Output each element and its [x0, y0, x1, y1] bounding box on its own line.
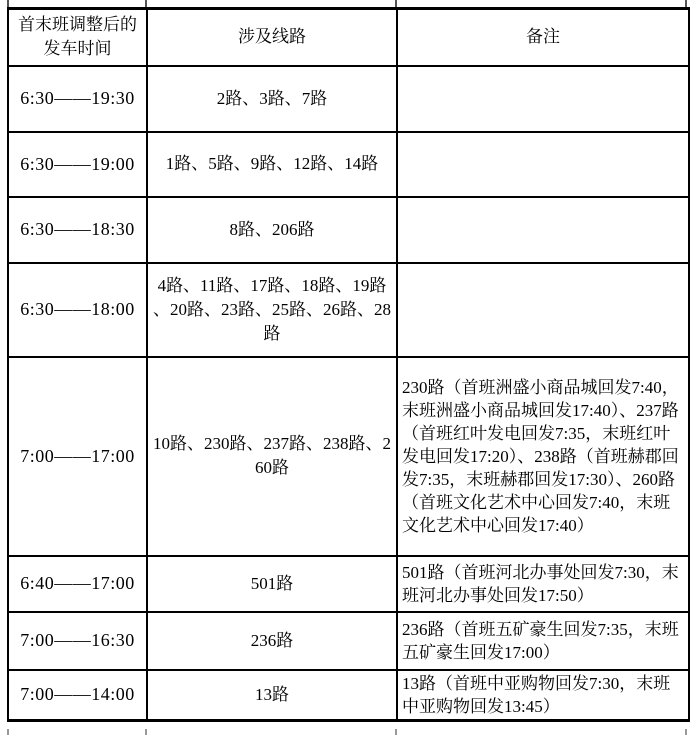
header-cell-remark: 备注 — [397, 9, 689, 66]
header-departure-time-line1: 首末班调整后的 — [18, 15, 137, 35]
remark-cell — [397, 263, 689, 357]
remark-cell: 501路（首班河北办事处回发7:30，末班河北办事处回发17:50） — [397, 556, 689, 612]
routes-cell: 8路、206路 — [147, 197, 397, 263]
table-row — [8, 556, 689, 612]
routes-cell: 501路 — [147, 556, 397, 612]
header-cell-routes: 涉及线路 — [147, 9, 397, 66]
remark-cell — [397, 197, 689, 263]
routes-cell: 1路、5路、9路、12路、14路 — [147, 132, 397, 197]
header-row — [8, 9, 689, 66]
routes-cell: 10路、230路、237路、238路、260路 — [147, 357, 397, 556]
grid-line-stub — [7, 0, 9, 7]
grid-line-stub — [145, 0, 147, 7]
time-cell: 7:00——16:30 — [8, 612, 147, 670]
time-cell: 6:30——18:00 — [8, 263, 147, 357]
grid-line-stub — [7, 729, 9, 735]
remark-cell: 13路（首班中亚购物回发7:30，末班中亚购物回发13:45） — [397, 670, 689, 721]
time-cell: 6:40——17:00 — [8, 556, 147, 612]
table-continuation-below — [0, 729, 691, 735]
table-row — [8, 612, 689, 670]
routes-cell: 13路 — [147, 670, 397, 721]
table-row — [8, 357, 689, 556]
time-cell: 6:30——19:00 — [8, 132, 147, 197]
routes-cell: 4路、11路、17路、18路、19路、20路、23路、25路、26路、28路 — [147, 263, 397, 357]
bus-schedule-table-wrap — [7, 7, 690, 722]
remark-cell — [397, 66, 689, 132]
routes-cell: 2路、3路、7路 — [147, 66, 397, 132]
table-row — [8, 197, 689, 263]
table-row — [8, 263, 689, 357]
table-row — [8, 132, 689, 197]
grid-line-stub — [395, 729, 397, 735]
remark-cell: 236路（首班五矿豪生回发7:35，末班五矿豪生回发17:00） — [397, 612, 689, 670]
table-row — [8, 670, 689, 721]
header-departure-time-line2: 发车时间 — [43, 39, 112, 59]
time-cell: 6:30——18:30 — [8, 197, 147, 263]
remark-cell — [397, 132, 689, 197]
grid-line-stub — [685, 0, 687, 7]
grid-line-stub — [685, 729, 687, 735]
grid-line-stub — [145, 729, 147, 735]
header-cell-departure-time — [8, 9, 147, 66]
routes-cell: 236路 — [147, 612, 397, 670]
remark-cell: 230路（首班洲盛小商品城回发7:40，末班洲盛小商品城回发17:40）、237路（首班红叶发电回发7:35，末班红叶发电回发17:20）、238路（首班赫郡回发7:35，末班赫郡回发17:30）、260路（首班文化艺术中心回发7:40，末班文化艺术中心回发17:40） — [397, 357, 689, 556]
table-row — [8, 66, 689, 132]
table-continuation-above — [0, 0, 691, 7]
grid-line-stub — [395, 0, 397, 7]
time-cell: 7:00——14:00 — [8, 670, 147, 721]
time-cell: 6:30——19:30 — [8, 66, 147, 132]
bus-schedule-table — [7, 7, 690, 722]
time-cell: 7:00——17:00 — [8, 357, 147, 556]
